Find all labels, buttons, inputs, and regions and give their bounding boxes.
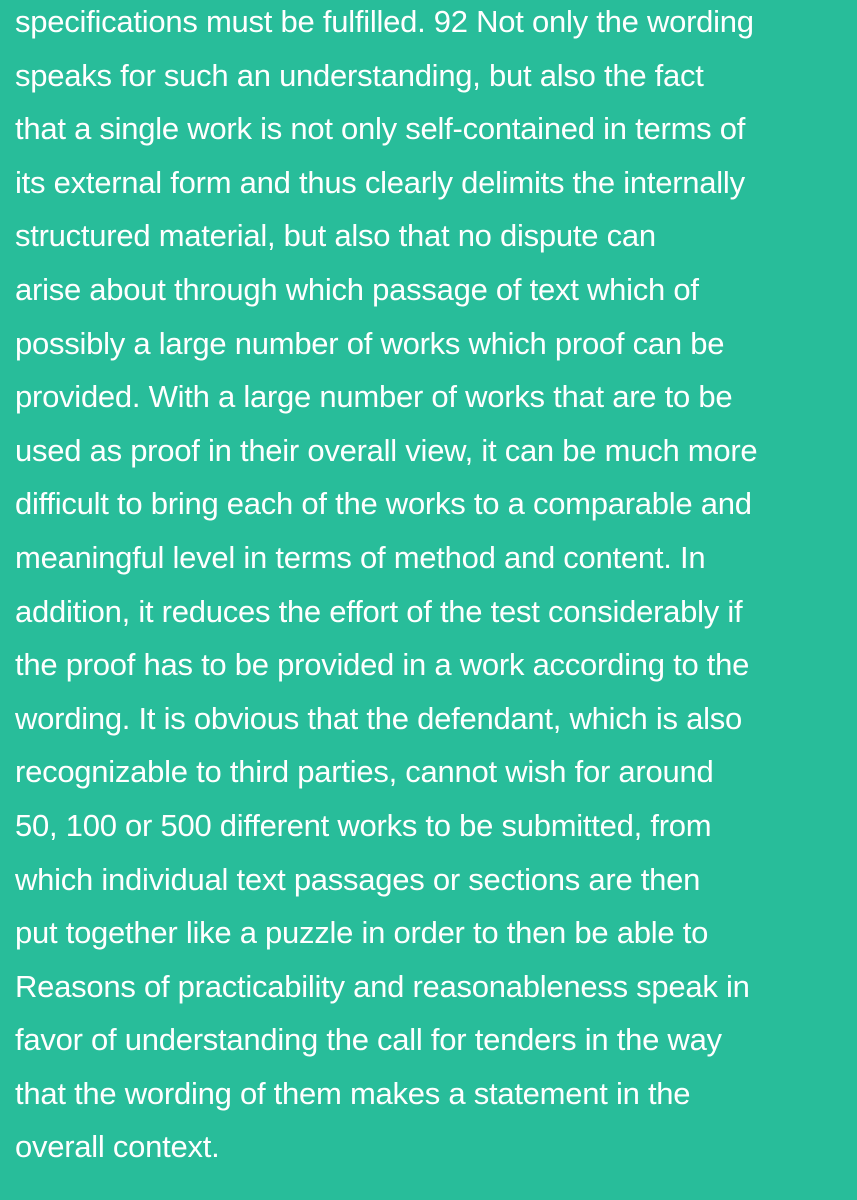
text-line-17: which individual text passages or sections are then xyxy=(15,861,701,897)
text-line-15: recognizable to third parties, cannot wish for around xyxy=(15,754,714,790)
text-line-10: difficult to bring each of the works to a comparable and xyxy=(15,486,752,522)
text-line-4: its external form and thus clearly delimits the internally xyxy=(15,164,745,200)
document-text xyxy=(15,0,855,1174)
text-line-13: the proof has to be provided in a work according to the xyxy=(15,647,750,683)
text-line-14: wording. It is obvious that the defendant, which is also xyxy=(15,700,742,736)
text-line-6: arise about through which passage of text which of xyxy=(15,271,699,307)
text-line-1: specifications must be fulfilled. 92 Not only the wording xyxy=(15,4,754,39)
text-line-16: 50, 100 or 500 different works to be submitted, from xyxy=(15,807,712,843)
text-line-19: Reasons of practicability and reasonableness speak in xyxy=(15,968,750,1004)
text-line-2: speaks for such an understanding, but also the fact xyxy=(15,57,704,93)
text-line-21: that the wording of them makes a statement in the xyxy=(15,1075,691,1111)
text-line-20: favor of understanding the call for tenders in the way xyxy=(15,1022,722,1058)
text-line-18: put together like a puzzle in order to then be able to xyxy=(15,915,709,951)
text-line-22: overall context. xyxy=(15,1129,220,1165)
text-line-12: addition, it reduces the effort of the test considerably if xyxy=(15,593,743,629)
text-line-9: used as proof in their overall view, it can be much more xyxy=(15,432,758,468)
text-line-3: that a single work is not only self-contained in terms of xyxy=(15,111,746,147)
text-line-8: provided. With a large number of works that are to be xyxy=(15,379,733,415)
text-line-7: possibly a large number of works which proof can be xyxy=(15,325,725,361)
text-line-11: meaningful level in terms of method and content. In xyxy=(15,539,706,575)
text-line-5: structured material, but also that no dispute can xyxy=(15,218,656,254)
